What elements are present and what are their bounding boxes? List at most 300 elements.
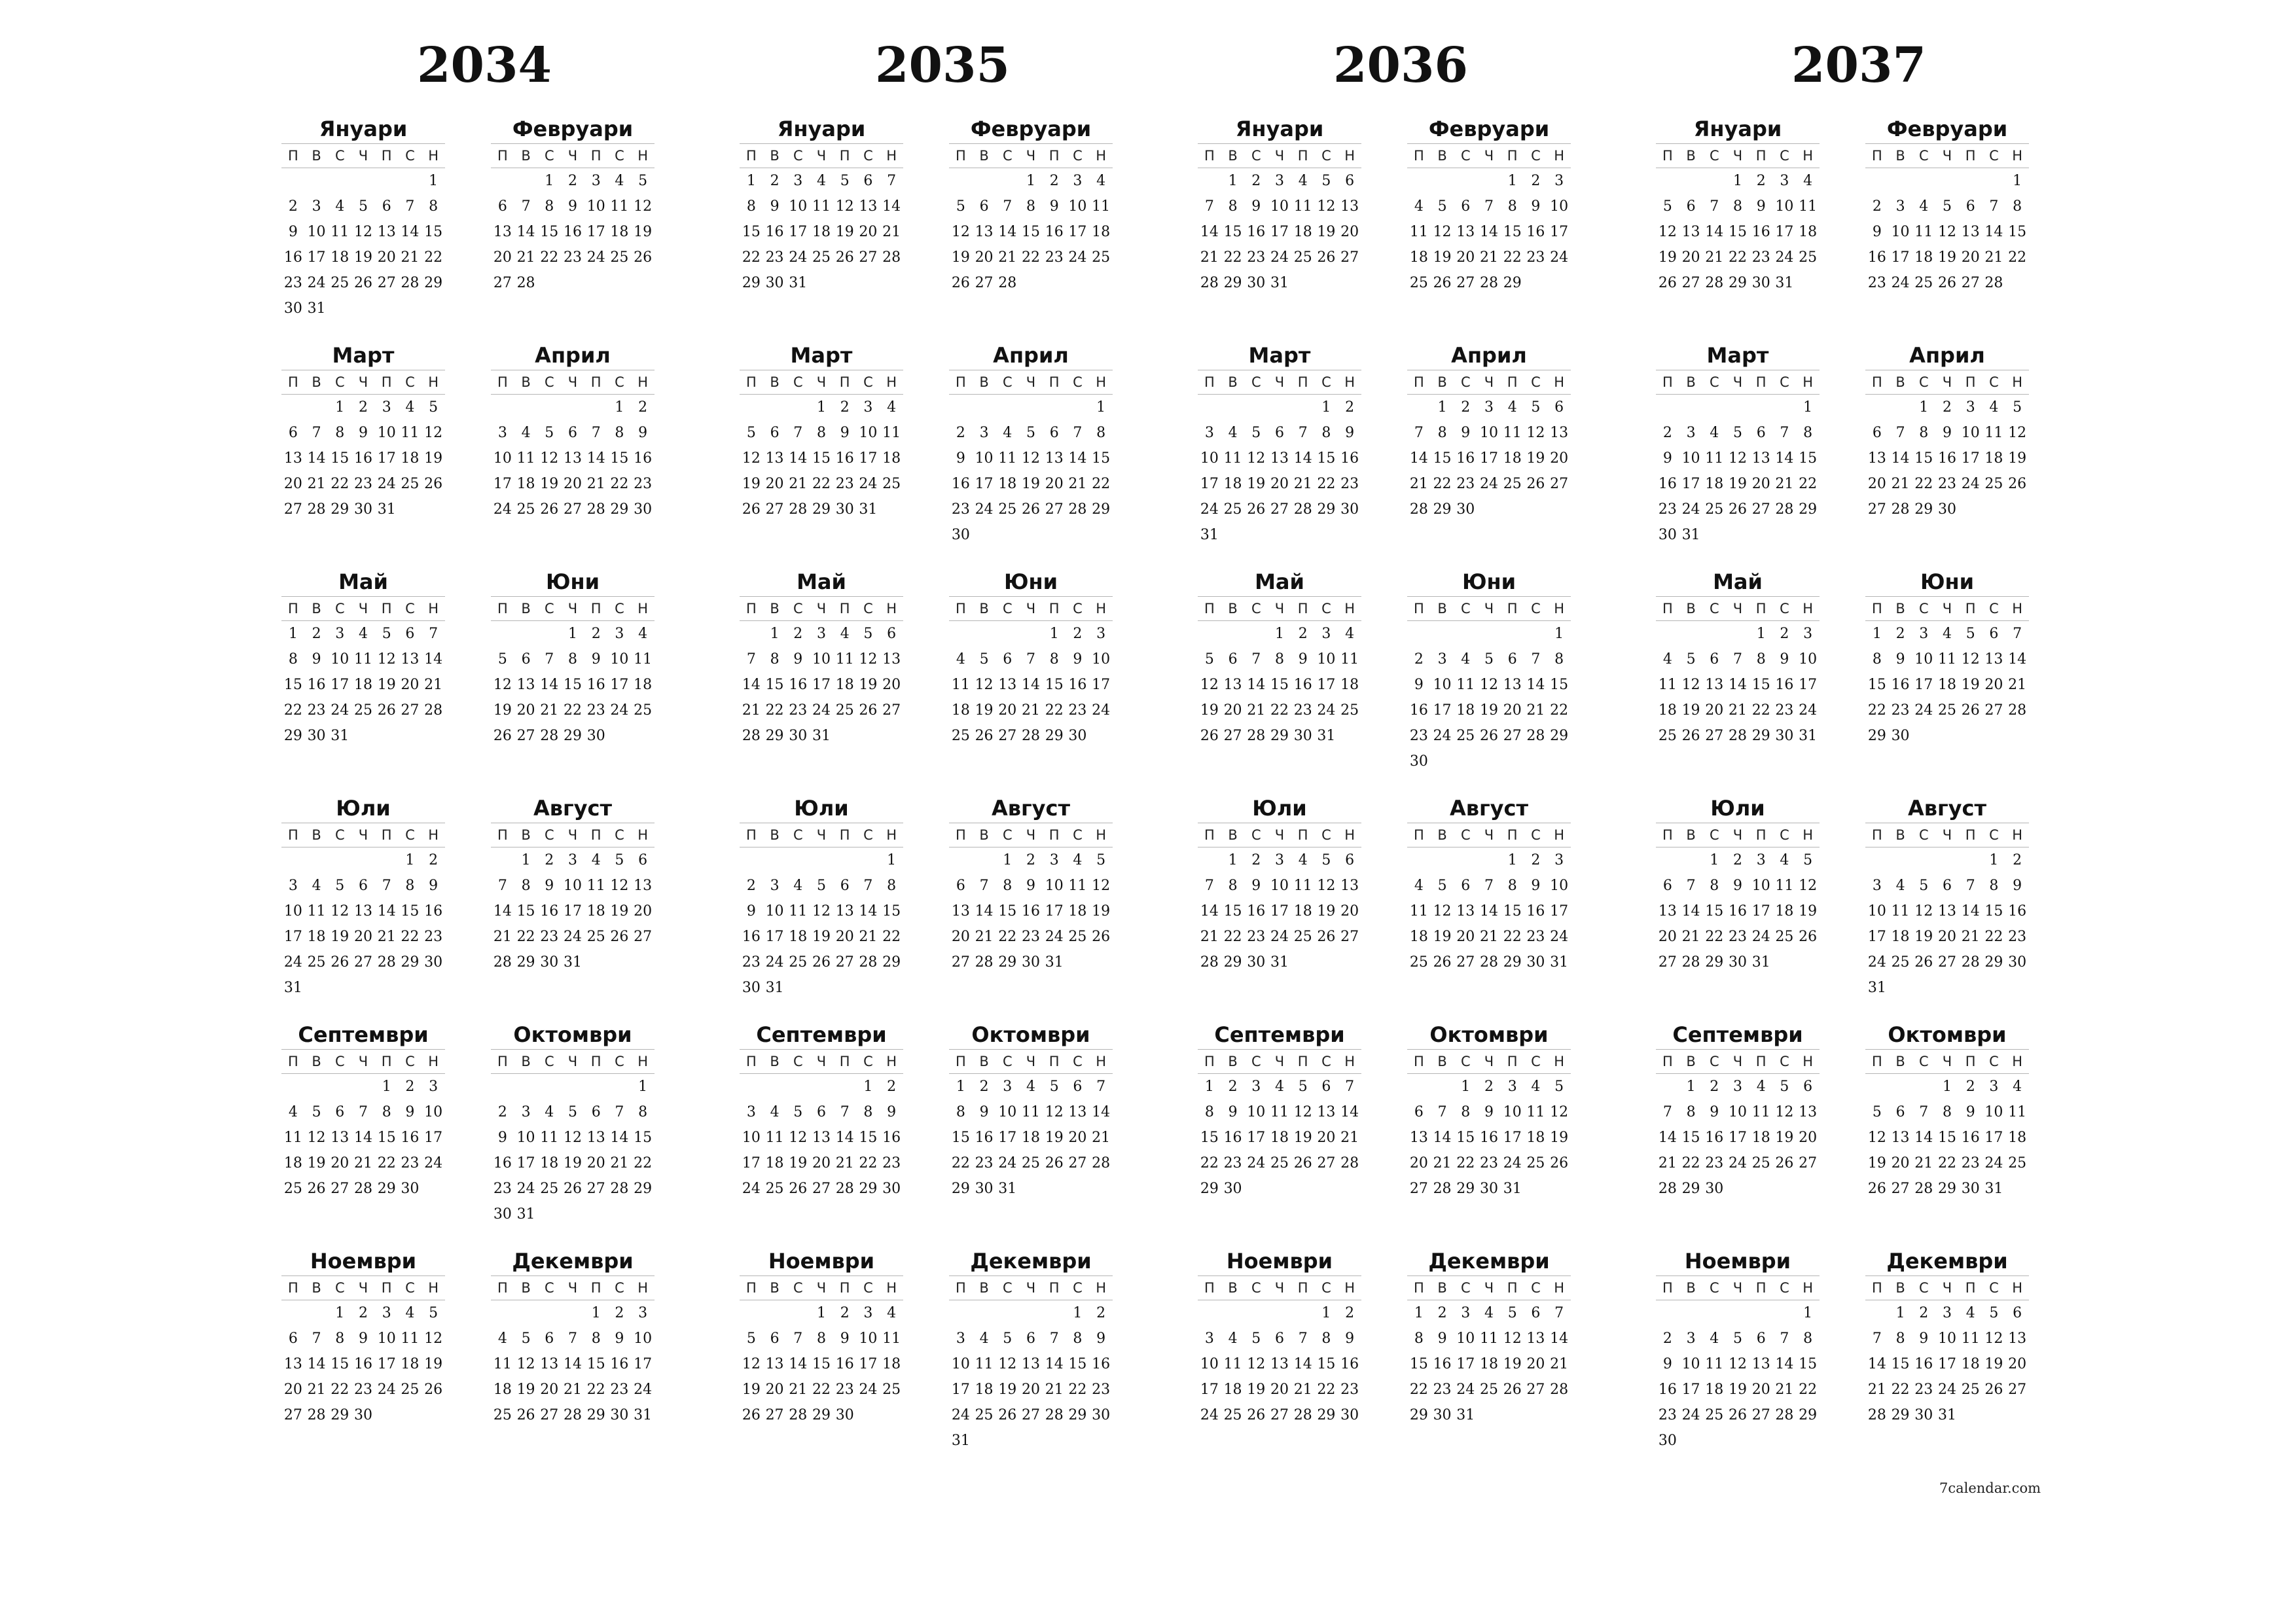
weekday-header <box>1407 1049 1571 1074</box>
day-cell: 7 <box>1204 878 1214 894</box>
day-cell: 11 <box>789 903 808 919</box>
day-cell: 9 <box>1895 651 1905 668</box>
day-empty <box>1268 395 1291 420</box>
day-cell: 30 <box>401 1181 420 1197</box>
day-cell: 20 <box>1937 929 1956 945</box>
weekday-label: С <box>1531 1054 1541 1069</box>
day-cell: 17 <box>1961 450 1980 467</box>
weekday-label: Ч <box>1484 148 1494 164</box>
month-name: Август <box>1449 796 1529 821</box>
weekday-label: Н <box>637 148 649 164</box>
day-cell: 24 <box>1867 954 1886 971</box>
day-grid <box>949 847 1113 975</box>
day-cell: 2 <box>358 399 368 416</box>
day-empty <box>1244 395 1268 420</box>
day-cell: 11 <box>493 1356 512 1372</box>
day-grid <box>1865 395 2029 522</box>
day-empty <box>1656 621 1679 647</box>
day-cell: 6 <box>1274 1330 1284 1347</box>
day-cell: 19 <box>1681 702 1700 719</box>
weekday-label: С <box>1251 148 1261 164</box>
day-cell: 7 <box>1780 1330 1789 1347</box>
day-cell: 28 <box>1433 1181 1452 1197</box>
day-cell: 9 <box>1049 198 1059 215</box>
day-cell: 5 <box>1096 852 1106 868</box>
weekday-header <box>740 823 903 847</box>
day-cell: 22 <box>765 702 784 719</box>
weekday-label: В <box>770 374 780 390</box>
day-cell: 27 <box>1068 1155 1087 1171</box>
day-cell: 30 <box>1092 1407 1111 1423</box>
day-cell: 11 <box>401 425 420 441</box>
weekday-label: Н <box>1803 601 1814 616</box>
day-empty <box>1865 168 1889 194</box>
day-cell: 26 <box>835 249 854 266</box>
month-name: Май <box>1255 569 1304 594</box>
day-cell: 12 <box>331 903 350 919</box>
day-cell: 17 <box>1891 249 1910 266</box>
day-cell: 5 <box>1049 1079 1059 1095</box>
day-cell: 21 <box>353 1155 372 1171</box>
day-cell: 13 <box>586 1130 605 1146</box>
day-empty <box>973 621 996 647</box>
day-cell: 3 <box>1073 173 1083 189</box>
day-cell: 31 <box>563 954 582 971</box>
day-cell: 27 <box>1705 728 1724 744</box>
day-cell: 28 <box>1021 728 1040 744</box>
weekday-label: С <box>544 374 554 390</box>
day-cell: 30 <box>1728 954 1747 971</box>
day-cell: 19 <box>1526 450 1545 467</box>
day-cell: 26 <box>1728 1407 1747 1423</box>
day-cell: 16 <box>493 1155 512 1171</box>
day-cell: 2 <box>1662 425 1672 441</box>
day-cell: 19 <box>975 702 994 719</box>
day-empty <box>1407 395 1431 420</box>
day-cell: 29 <box>1937 1181 1956 1197</box>
day-cell: 30 <box>283 300 302 317</box>
day-cell: 24 <box>859 476 878 492</box>
day-cell: 29 <box>563 728 582 744</box>
day-cell: 16 <box>586 677 605 693</box>
month-name: Юли <box>1252 796 1307 821</box>
day-cell: 24 <box>1247 1155 1266 1171</box>
weekday-label: В <box>979 827 989 843</box>
day-empty <box>537 395 561 420</box>
day-cell: 30 <box>835 1407 854 1423</box>
weekday-label: Ч <box>1942 1280 1952 1296</box>
day-cell: 3 <box>863 1305 873 1321</box>
day-cell: 19 <box>377 677 396 693</box>
day-cell: 21 <box>1293 1382 1312 1398</box>
day-cell: 20 <box>1961 249 1980 266</box>
day-cell: 6 <box>1872 425 1882 441</box>
weekday-header <box>1865 596 2029 621</box>
month-name: Септември <box>1214 1022 1345 1047</box>
day-cell: 22 <box>1092 476 1111 492</box>
day-cell: 9 <box>1710 1104 1719 1120</box>
day-cell: 22 <box>1891 1382 1910 1398</box>
day-cell: 19 <box>1867 1155 1886 1171</box>
weekday-label: С <box>615 601 624 616</box>
day-cell: 23 <box>1658 1407 1677 1423</box>
weekday-header <box>491 143 655 168</box>
weekday-label: П <box>1662 601 1673 616</box>
day-cell: 17 <box>1728 1130 1747 1146</box>
day-empty <box>1959 168 1982 194</box>
month-block <box>281 115 445 330</box>
day-cell: 1 <box>1321 399 1331 416</box>
day-empty <box>1656 1074 1679 1099</box>
day-cell: 3 <box>1049 852 1059 868</box>
weekday-label: П <box>1965 827 1976 843</box>
weekday-label: Ч <box>1732 148 1743 164</box>
day-cell: 29 <box>1456 1181 1475 1197</box>
day-cell: 14 <box>1658 1130 1677 1146</box>
day-cell: 5 <box>1803 852 1813 868</box>
day-cell: 22 <box>1068 1382 1087 1398</box>
day-empty <box>1477 621 1501 647</box>
weekday-label: С <box>1780 148 1789 164</box>
day-cell: 9 <box>1780 651 1789 668</box>
weekday-label: С <box>1918 148 1929 164</box>
day-cell: 21 <box>1021 702 1040 719</box>
day-cell: 10 <box>859 425 878 441</box>
day-cell: 14 <box>586 450 605 467</box>
day-cell: 16 <box>634 450 653 467</box>
day-cell: 19 <box>812 929 831 945</box>
day-cell: 23 <box>1961 1155 1980 1171</box>
day-cell: 15 <box>1799 1356 1818 1372</box>
day-cell: 30 <box>951 527 970 543</box>
weekday-label: П <box>381 374 392 390</box>
day-cell: 28 <box>1068 501 1087 518</box>
weekday-label: П <box>1507 827 1518 843</box>
day-cell: 17 <box>1200 1382 1219 1398</box>
day-cell: 7 <box>979 878 989 894</box>
day-cell: 21 <box>540 702 559 719</box>
weekday-header <box>1865 823 2029 847</box>
day-cell: 3 <box>1554 173 1564 189</box>
day-cell: 4 <box>816 173 826 189</box>
day-grid <box>1865 168 2029 296</box>
day-cell: 28 <box>353 1181 372 1197</box>
day-empty <box>305 847 329 873</box>
weekday-label: Н <box>1344 1280 1355 1296</box>
day-empty <box>584 395 608 420</box>
day-cell: 18 <box>1705 1382 1724 1398</box>
day-empty <box>1982 168 2006 194</box>
day-cell: 29 <box>1433 501 1452 518</box>
weekday-label: Ч <box>567 1280 578 1296</box>
day-cell: 10 <box>1961 425 1980 441</box>
day-cell: 18 <box>1479 1356 1498 1372</box>
day-cell: 14 <box>307 450 326 467</box>
month-block <box>1407 1020 1571 1236</box>
weekday-header <box>1656 596 1820 621</box>
day-cell: 23 <box>1340 476 1359 492</box>
day-cell: 22 <box>283 702 302 719</box>
day-cell: 28 <box>1479 275 1498 291</box>
day-cell: 9 <box>1414 677 1424 693</box>
day-cell: 2 <box>638 399 648 416</box>
day-cell: 28 <box>1045 1407 1064 1423</box>
day-cell: 8 <box>746 198 756 215</box>
day-cell: 15 <box>1799 450 1818 467</box>
weekday-label: П <box>590 374 601 390</box>
day-cell: 21 <box>307 1382 326 1398</box>
day-cell: 31 <box>1200 527 1219 543</box>
day-cell: 18 <box>1456 702 1475 719</box>
day-cell: 12 <box>1984 1330 2003 1347</box>
day-cell: 1 <box>1803 1305 1813 1321</box>
day-empty <box>1524 621 1548 647</box>
weekday-header <box>740 596 903 621</box>
day-cell: 6 <box>956 878 965 894</box>
day-cell: 25 <box>1092 249 1111 266</box>
day-cell: 26 <box>1247 1407 1266 1423</box>
day-cell: 14 <box>882 198 901 215</box>
day-cell: 21 <box>1658 1155 1677 1171</box>
day-cell: 5 <box>1732 1330 1742 1347</box>
weekday-label: П <box>839 827 850 843</box>
day-cell: 16 <box>765 224 784 240</box>
day-cell: 27 <box>1984 702 2003 719</box>
day-cell: 22 <box>610 476 629 492</box>
day-cell: 15 <box>765 677 784 693</box>
weekday-label: П <box>287 1054 298 1069</box>
weekday-label: Н <box>1344 1054 1355 1069</box>
day-cell: 3 <box>1803 626 1813 642</box>
day-grid <box>1198 621 1361 749</box>
weekday-label: Ч <box>1026 148 1036 164</box>
day-cell: 1 <box>567 626 577 642</box>
day-cell: 5 <box>545 425 554 441</box>
weekday-header <box>1198 1275 1361 1300</box>
month-block <box>491 794 655 1010</box>
weekday-label: Н <box>1554 827 1565 843</box>
day-cell: 5 <box>1662 198 1672 215</box>
day-cell: 18 <box>1270 1130 1289 1146</box>
day-cell: 17 <box>331 677 350 693</box>
day-cell: 31 <box>812 728 831 744</box>
day-cell: 18 <box>331 249 350 266</box>
day-cell: 3 <box>591 173 601 189</box>
weekday-label: В <box>1228 827 1238 843</box>
day-cell: 12 <box>1503 1330 1522 1347</box>
day-empty <box>1198 168 1221 194</box>
day-cell: 11 <box>1409 224 1428 240</box>
weekday-header <box>740 1049 903 1074</box>
day-cell: 14 <box>1340 1104 1359 1120</box>
weekday-label: С <box>1780 1054 1789 1069</box>
day-cell: 18 <box>1340 677 1359 693</box>
day-cell: 2 <box>979 1079 989 1095</box>
day-cell: 23 <box>835 1382 854 1398</box>
day-cell: 29 <box>951 1181 970 1197</box>
day-cell: 31 <box>1937 1407 1956 1423</box>
weekday-label: Н <box>428 148 439 164</box>
month-block <box>1198 794 1361 1010</box>
month-block <box>1407 341 1571 557</box>
day-cell: 7 <box>521 198 531 215</box>
day-cell: 2 <box>1345 399 1355 416</box>
day-cell: 29 <box>812 501 831 518</box>
weekday-header <box>1198 143 1361 168</box>
day-cell: 27 <box>1751 501 1770 518</box>
day-empty <box>786 1074 810 1099</box>
day-cell: 15 <box>1456 1130 1475 1146</box>
day-cell: 27 <box>975 275 994 291</box>
day-cell: 12 <box>1021 450 1040 467</box>
weekday-label: С <box>1251 1280 1261 1296</box>
day-cell: 5 <box>863 626 873 642</box>
weekday-label: П <box>497 601 508 616</box>
day-cell: 25 <box>634 702 653 719</box>
weekday-label: С <box>1002 148 1013 164</box>
day-cell: 18 <box>1961 1356 1980 1372</box>
day-cell: 21 <box>1247 702 1266 719</box>
day-empty <box>514 395 538 420</box>
day-cell: 19 <box>1433 249 1452 266</box>
day-cell: 11 <box>1961 1330 1980 1347</box>
month-block <box>740 794 903 1010</box>
month-block <box>949 115 1113 330</box>
day-cell: 4 <box>1531 1079 1541 1095</box>
day-cell: 28 <box>1092 1155 1111 1171</box>
day-cell: 3 <box>1204 1330 1214 1347</box>
day-cell: 15 <box>1550 677 1569 693</box>
weekday-label: Н <box>1803 1054 1814 1069</box>
day-cell: 28 <box>1479 954 1498 971</box>
weekday-label: С <box>1460 374 1471 390</box>
day-cell: 25 <box>1021 1155 1040 1171</box>
day-cell: 25 <box>1658 728 1677 744</box>
day-cell: 9 <box>1228 1104 1238 1120</box>
day-cell: 24 <box>634 1382 653 1398</box>
day-cell: 23 <box>1751 249 1770 266</box>
day-cell: 1 <box>591 1305 601 1321</box>
day-cell: 11 <box>882 1330 901 1347</box>
day-cell: 14 <box>540 677 559 693</box>
weekday-label: П <box>1755 1280 1767 1296</box>
weekday-label: В <box>312 148 321 164</box>
day-cell: 14 <box>789 450 808 467</box>
day-cell: 25 <box>1775 929 1794 945</box>
day-cell: 30 <box>610 1407 629 1423</box>
weekday-label: Ч <box>358 374 368 390</box>
day-cell: 23 <box>1937 476 1956 492</box>
day-cell: 3 <box>382 1305 391 1321</box>
day-cell: 4 <box>1345 626 1355 642</box>
day-cell: 2 <box>1531 852 1541 868</box>
weekday-label: С <box>1989 827 1999 843</box>
day-empty <box>949 1300 973 1326</box>
day-cell: 7 <box>1484 878 1494 894</box>
month-name: Май <box>338 569 388 594</box>
day-cell: 31 <box>1799 728 1818 744</box>
day-cell: 28 <box>859 954 878 971</box>
weekday-label: С <box>1251 827 1261 843</box>
day-cell: 11 <box>1799 198 1818 215</box>
day-cell: 5 <box>1942 198 1952 215</box>
weekday-label: П <box>1755 374 1767 390</box>
day-cell: 26 <box>1200 728 1219 744</box>
day-cell: 20 <box>1891 1155 1910 1171</box>
weekday-label: Н <box>2012 1054 2023 1069</box>
day-cell: 7 <box>1073 425 1083 441</box>
weekday-label: Н <box>1096 1054 1107 1069</box>
weekday-header <box>1656 370 1820 395</box>
day-cell: 3 <box>382 399 391 416</box>
day-cell: 29 <box>1799 501 1818 518</box>
day-cell: 15 <box>1021 224 1040 240</box>
day-cell: 28 <box>789 1407 808 1423</box>
day-cell: 17 <box>283 929 302 945</box>
day-cell: 12 <box>1658 224 1677 240</box>
day-empty <box>996 621 1019 647</box>
day-cell: 2 <box>1345 1305 1355 1321</box>
weekday-label: П <box>1204 1280 1215 1296</box>
day-cell: 20 <box>951 929 970 945</box>
day-cell: 6 <box>521 651 531 668</box>
day-cell: 28 <box>540 728 559 744</box>
day-cell: 16 <box>1914 1356 1933 1372</box>
weekday-label: В <box>312 1054 321 1069</box>
day-cell: 30 <box>424 954 443 971</box>
day-cell: 23 <box>1409 728 1428 744</box>
day-cell: 6 <box>288 1330 298 1347</box>
day-empty <box>281 1300 305 1326</box>
day-cell: 30 <box>1961 1181 1980 1197</box>
day-cell: 15 <box>951 1130 970 1146</box>
weekday-label: П <box>1871 148 1882 164</box>
day-empty <box>1935 168 1959 194</box>
day-cell: 12 <box>859 651 878 668</box>
day-cell: 20 <box>835 929 854 945</box>
day-cell: 17 <box>1503 1130 1522 1146</box>
day-cell: 13 <box>835 903 854 919</box>
day-empty <box>1043 1300 1066 1326</box>
day-cell: 21 <box>1867 1382 1886 1398</box>
day-cell: 2 <box>405 1079 415 1095</box>
day-cell: 27 <box>765 1407 784 1423</box>
day-cell: 19 <box>1200 702 1219 719</box>
day-cell: 9 <box>1942 425 1952 441</box>
day-empty <box>514 168 538 194</box>
day-cell: 19 <box>540 476 559 492</box>
day-cell: 17 <box>789 224 808 240</box>
day-cell: 6 <box>887 626 897 642</box>
month-name: Септември <box>756 1022 887 1047</box>
day-cell: 6 <box>1756 425 1766 441</box>
day-cell: 27 <box>283 1407 302 1423</box>
day-cell: 8 <box>1989 878 1999 894</box>
day-cell: 11 <box>1340 651 1359 668</box>
day-cell: 10 <box>1751 878 1770 894</box>
weekday-label: Н <box>886 827 897 843</box>
day-cell: 15 <box>1092 450 1111 467</box>
day-cell: 13 <box>1751 450 1770 467</box>
day-cell: 28 <box>516 275 535 291</box>
month-name: Януари <box>1235 116 1324 141</box>
day-cell: 10 <box>1799 651 1818 668</box>
day-empty <box>1221 621 1245 647</box>
day-cell: 6 <box>1756 1330 1766 1347</box>
month-name: Декември <box>1428 1249 1550 1274</box>
weekday-label: П <box>287 1280 298 1296</box>
day-cell: 29 <box>1984 954 2003 971</box>
